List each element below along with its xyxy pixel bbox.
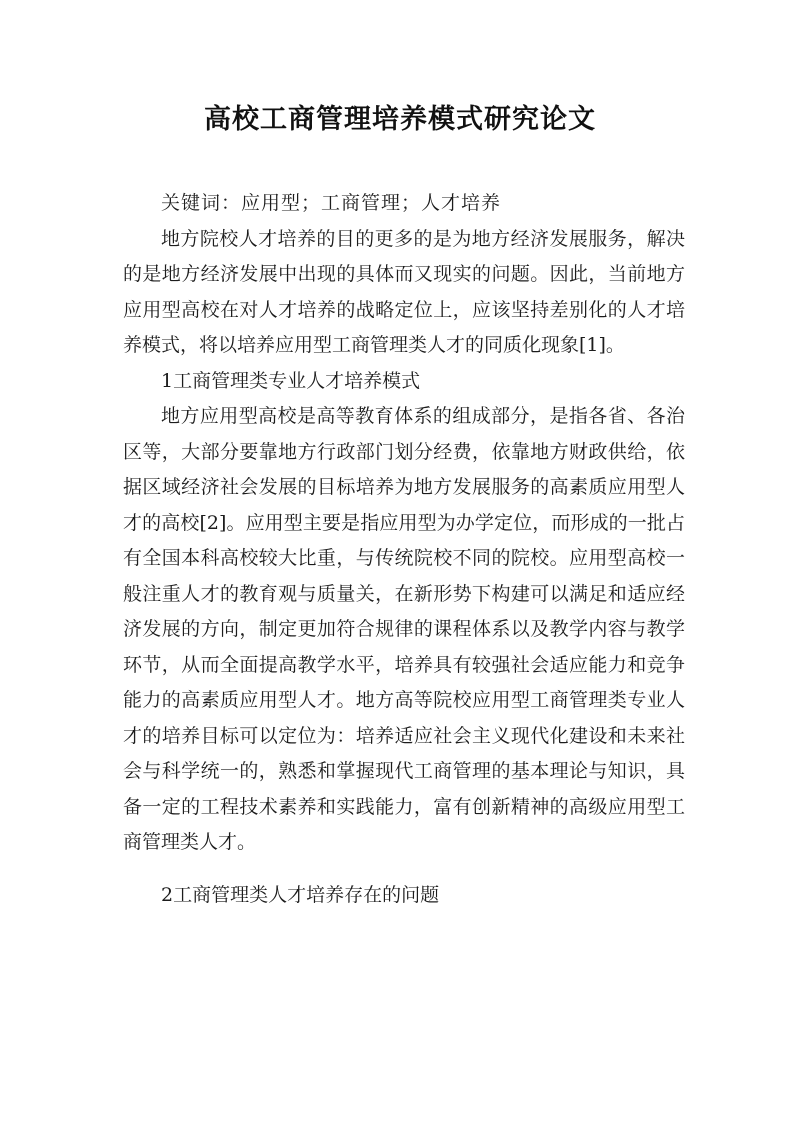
intro-paragraph: 地方院校人才培养的目的更多的是为地方经济发展服务，解决的是地方经济发展中出现的具体而又现实的问题。因此，当前地方应用型高校在对人才培养的战略定位上，应该坚持差别化的人才培养模式，将以培养应用型工商管理类人才的同质化现象[1]。 [123, 227, 685, 356]
document-title: 高校工商管理培养模式研究论文 [204, 104, 596, 135]
section-1-paragraph: 地方应用型高校是高等教育体系的组成部分，是指各省、各治区等，大部分要靠地方行政部门划分经费，依靠地方财政供给，依据区域经济社会发展的目标培养为地方发展服务的高素质应用型人才的高校[2]。应用型主要是指应用型为办学定位，而形成的一批占有全国本科高校较大比重，与传统院校不同的院校。应用型高校一般注重人才的教育观与质量关，在新形势下构建可以满足和适应经济发展的方向，制定更加符合规律的课程体系以及教学内容与教学环节，从而全面提高教学水平，培养具有较强社会适应能力和竞争能力的高素质应用型人才。地方高等院校应用型工商管理类专业人才的培养目标可以定位为：培养适应社会主义现代化建设和未来社会与科学统一的，熟悉和掌握现代工商管理的基本理论与知识，具备一定的工程技术素养和实践能力，富有创新精神的高级应用型工商管理类人才。 [123, 405, 685, 853]
section-heading-2: 2工商管理类人才培养存在的问题 [161, 883, 440, 906]
document-body [123, 186, 685, 913]
keywords-line: 关键词：应用型；工商管理；人才培养 [161, 192, 502, 214]
section-heading-1: 1工商管理类专业人才培养模式 [161, 369, 421, 392]
